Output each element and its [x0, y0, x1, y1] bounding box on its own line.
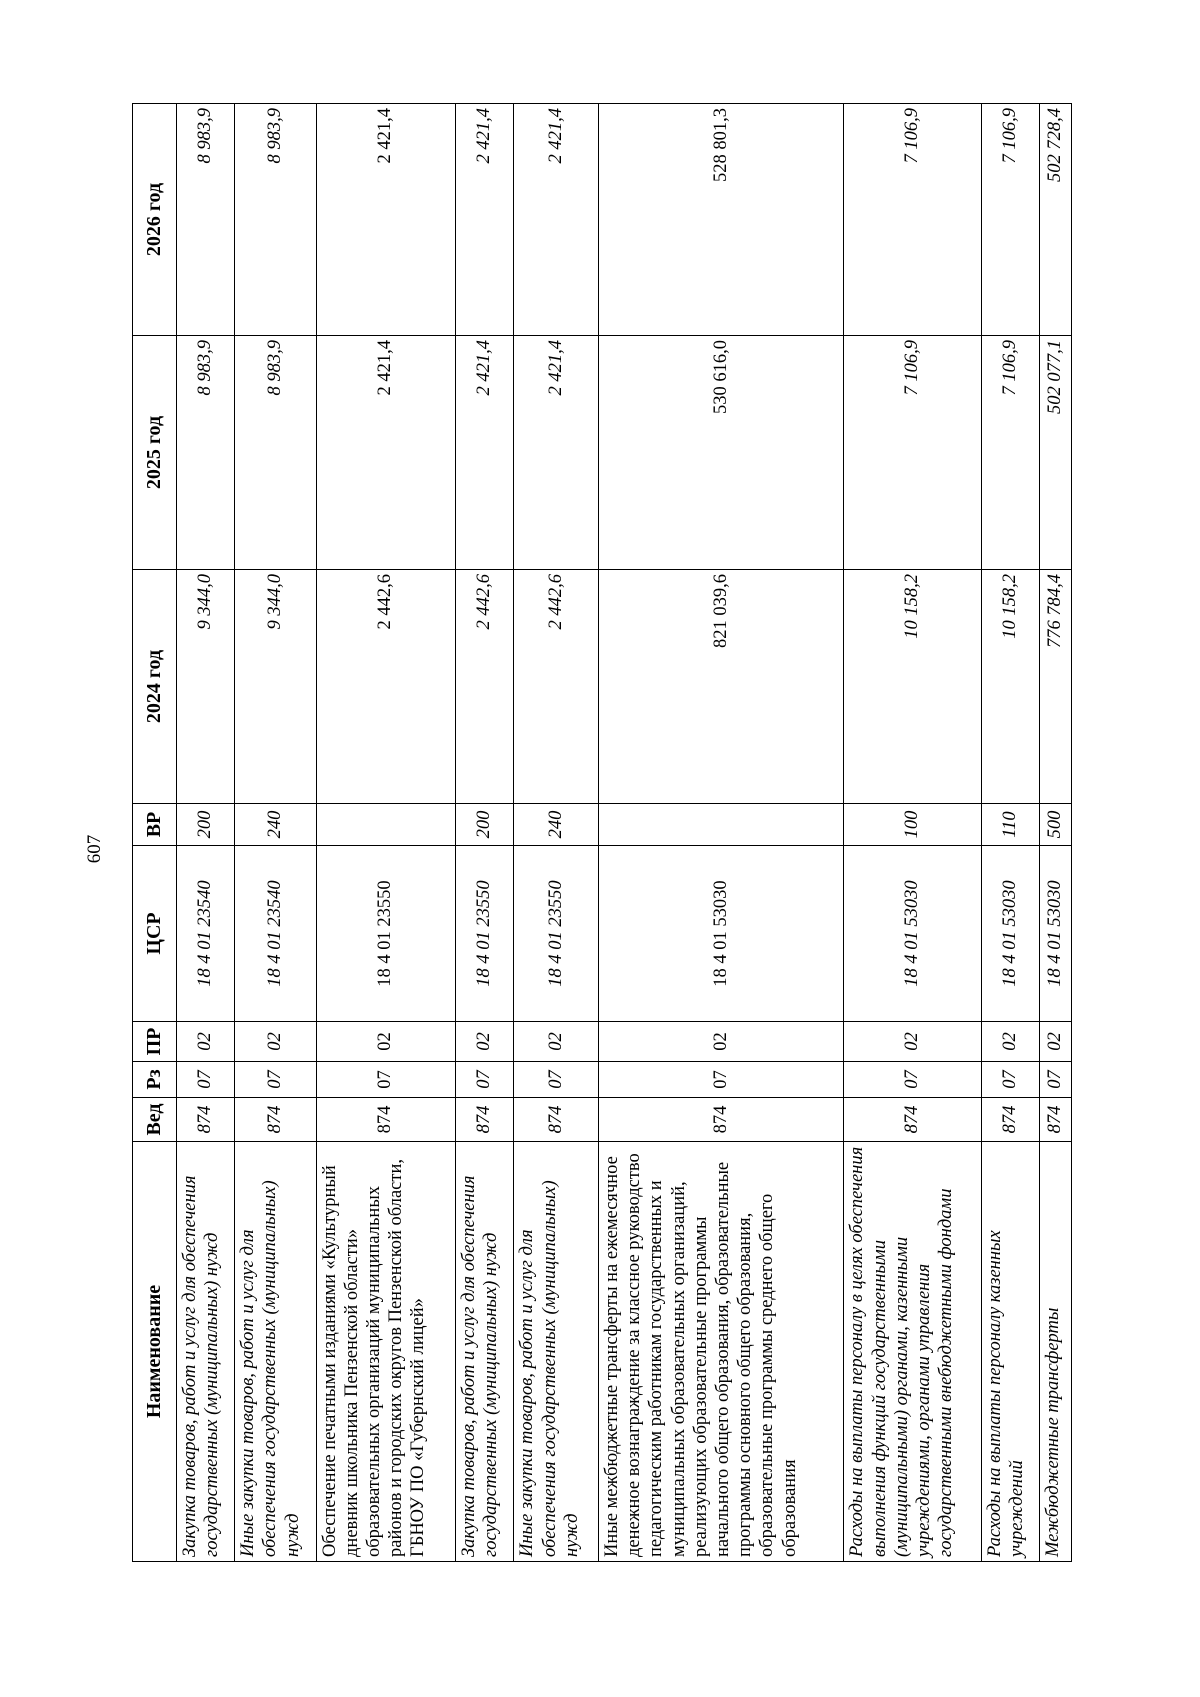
row-2026: 502 728,4 [1040, 104, 1072, 336]
header-2024: 2024 год [133, 570, 177, 804]
row-vr: 200 [456, 804, 514, 846]
table-row [456, 104, 514, 1562]
header-2026: 2026 год [133, 104, 177, 336]
row-ved: 874 [514, 1098, 599, 1142]
row-2025: 8 983,9 [235, 336, 316, 570]
row-name: Обеспечение печатными изданиями «Культурный дневник школьника Пензенской области» образовательных организаций муниципальных районов и городских округов Пензенской области, ГБНОУ ПО «Губернский лицей» [316, 1142, 456, 1562]
row-name: Закупка товаров, работ и услуг для обеспечения государственных (муниципальных) нужд [177, 1142, 235, 1562]
row-2026: 8 983,9 [177, 104, 235, 336]
row-2026: 2 421,4 [456, 104, 514, 336]
table-row [1040, 104, 1072, 1562]
row-name: Расходы на выплаты персоналу казенных учреждений [982, 1142, 1040, 1562]
row-csr: 18 4 01 53030 [599, 846, 844, 1022]
row-vr: 110 [982, 804, 1040, 846]
row-2024: 776 784,4 [1040, 570, 1072, 804]
row-pr: 02 [316, 1022, 456, 1062]
header-name: Наименование [133, 1142, 177, 1562]
header-csr: ЦСР [133, 846, 177, 1022]
row-csr: 18 4 01 53030 [844, 846, 982, 1022]
row-pr: 02 [177, 1022, 235, 1062]
row-csr: 18 4 01 23550 [514, 846, 599, 1022]
row-vr: 240 [235, 804, 316, 846]
row-rz: 07 [599, 1062, 844, 1098]
row-name: Иные закупки товаров, работ и услуг для обеспечения государственных (муниципальных) нужд [235, 1142, 316, 1562]
row-2026: 8 983,9 [235, 104, 316, 336]
row-ved: 874 [1040, 1098, 1072, 1142]
row-pr: 02 [599, 1022, 844, 1062]
header-ved: Вед [133, 1098, 177, 1142]
row-2024: 9 344,0 [177, 570, 235, 804]
table-row [177, 104, 235, 1562]
budget-table [132, 103, 1072, 1562]
page-number: 607 [84, 834, 105, 864]
row-2025: 530 616,0 [599, 336, 844, 570]
row-2026: 2 421,4 [514, 104, 599, 336]
row-2026: 7 106,9 [844, 104, 982, 336]
row-pr: 02 [982, 1022, 1040, 1062]
row-2026: 528 801,3 [599, 104, 844, 336]
table-row [514, 104, 599, 1562]
row-rz: 07 [235, 1062, 316, 1098]
row-name: Иные закупки товаров, работ и услуг для обеспечения государственных (муниципальных) нужд [514, 1142, 599, 1562]
row-vr: 240 [514, 804, 599, 846]
header-pr: ПР [133, 1022, 177, 1062]
row-rz: 07 [456, 1062, 514, 1098]
table-row [599, 104, 844, 1562]
header-vr: ВР [133, 804, 177, 846]
row-2026: 2 421,4 [316, 104, 456, 336]
row-pr: 02 [456, 1022, 514, 1062]
row-csr: 18 4 01 53030 [982, 846, 1040, 1022]
row-name: Закупка товаров, работ и услуг для обеспечения государственных (муниципальных) нужд [456, 1142, 514, 1562]
row-vr: 200 [177, 804, 235, 846]
row-2024: 2 442,6 [316, 570, 456, 804]
row-rz: 07 [1040, 1062, 1072, 1098]
row-csr: 18 4 01 23540 [177, 846, 235, 1022]
row-2024: 10 158,2 [844, 570, 982, 804]
row-csr: 18 4 01 23550 [456, 846, 514, 1022]
row-rz: 07 [177, 1062, 235, 1098]
row-2025: 7 106,9 [982, 336, 1040, 570]
row-2025: 7 106,9 [844, 336, 982, 570]
table-row [844, 104, 982, 1562]
table-row [316, 104, 456, 1562]
row-2024: 821 039,6 [599, 570, 844, 804]
row-csr: 18 4 01 23540 [235, 846, 316, 1022]
row-rz: 07 [514, 1062, 599, 1098]
row-pr: 02 [235, 1022, 316, 1062]
row-ved: 874 [316, 1098, 456, 1142]
row-vr [599, 804, 844, 846]
header-row [133, 104, 177, 1562]
row-name: Расходы на выплаты персоналу в целях обеспечения выполнения функций государственными (муниципальными) органами, казенными учреждениями, органами управления государственными внебюджетными фондами [844, 1142, 982, 1562]
row-vr: 500 [1040, 804, 1072, 846]
row-rz: 07 [316, 1062, 456, 1098]
row-rz: 07 [844, 1062, 982, 1098]
row-2026: 7 106,9 [982, 104, 1040, 336]
row-ved: 874 [177, 1098, 235, 1142]
row-ved: 874 [599, 1098, 844, 1142]
rotated-table-container [132, 104, 1072, 1562]
row-name: Иные межбюджетные трансферты на ежемесячное денежное вознаграждение за классное руководство педагогическим работникам государственных и муниципальных образовательных организаций, реализующих образовательные программы начального общего образования, образовательные программы основного общего образования, образовательные программы среднего общего образования [599, 1142, 844, 1562]
row-2024: 2 442,6 [514, 570, 599, 804]
row-ved: 874 [982, 1098, 1040, 1142]
row-2025: 2 421,4 [514, 336, 599, 570]
row-pr: 02 [844, 1022, 982, 1062]
row-vr [316, 804, 456, 846]
row-vr: 100 [844, 804, 982, 846]
row-csr: 18 4 01 53030 [1040, 846, 1072, 1022]
row-name: Межбюджетные трансферты [1040, 1142, 1072, 1562]
row-pr: 02 [1040, 1022, 1072, 1062]
row-2025: 8 983,9 [177, 336, 235, 570]
header-2025: 2025 год [133, 336, 177, 570]
table-row [982, 104, 1040, 1562]
row-2025: 2 421,4 [316, 336, 456, 570]
table-row [235, 104, 316, 1562]
row-2025: 2 421,4 [456, 336, 514, 570]
row-ved: 874 [235, 1098, 316, 1142]
header-rz: Рз [133, 1062, 177, 1098]
row-pr: 02 [514, 1022, 599, 1062]
row-2025: 502 077,1 [1040, 336, 1072, 570]
row-csr: 18 4 01 23550 [316, 846, 456, 1022]
row-ved: 874 [456, 1098, 514, 1142]
row-rz: 07 [982, 1062, 1040, 1098]
row-2024: 10 158,2 [982, 570, 1040, 804]
row-ved: 874 [844, 1098, 982, 1142]
row-2024: 2 442,6 [456, 570, 514, 804]
row-2024: 9 344,0 [235, 570, 316, 804]
